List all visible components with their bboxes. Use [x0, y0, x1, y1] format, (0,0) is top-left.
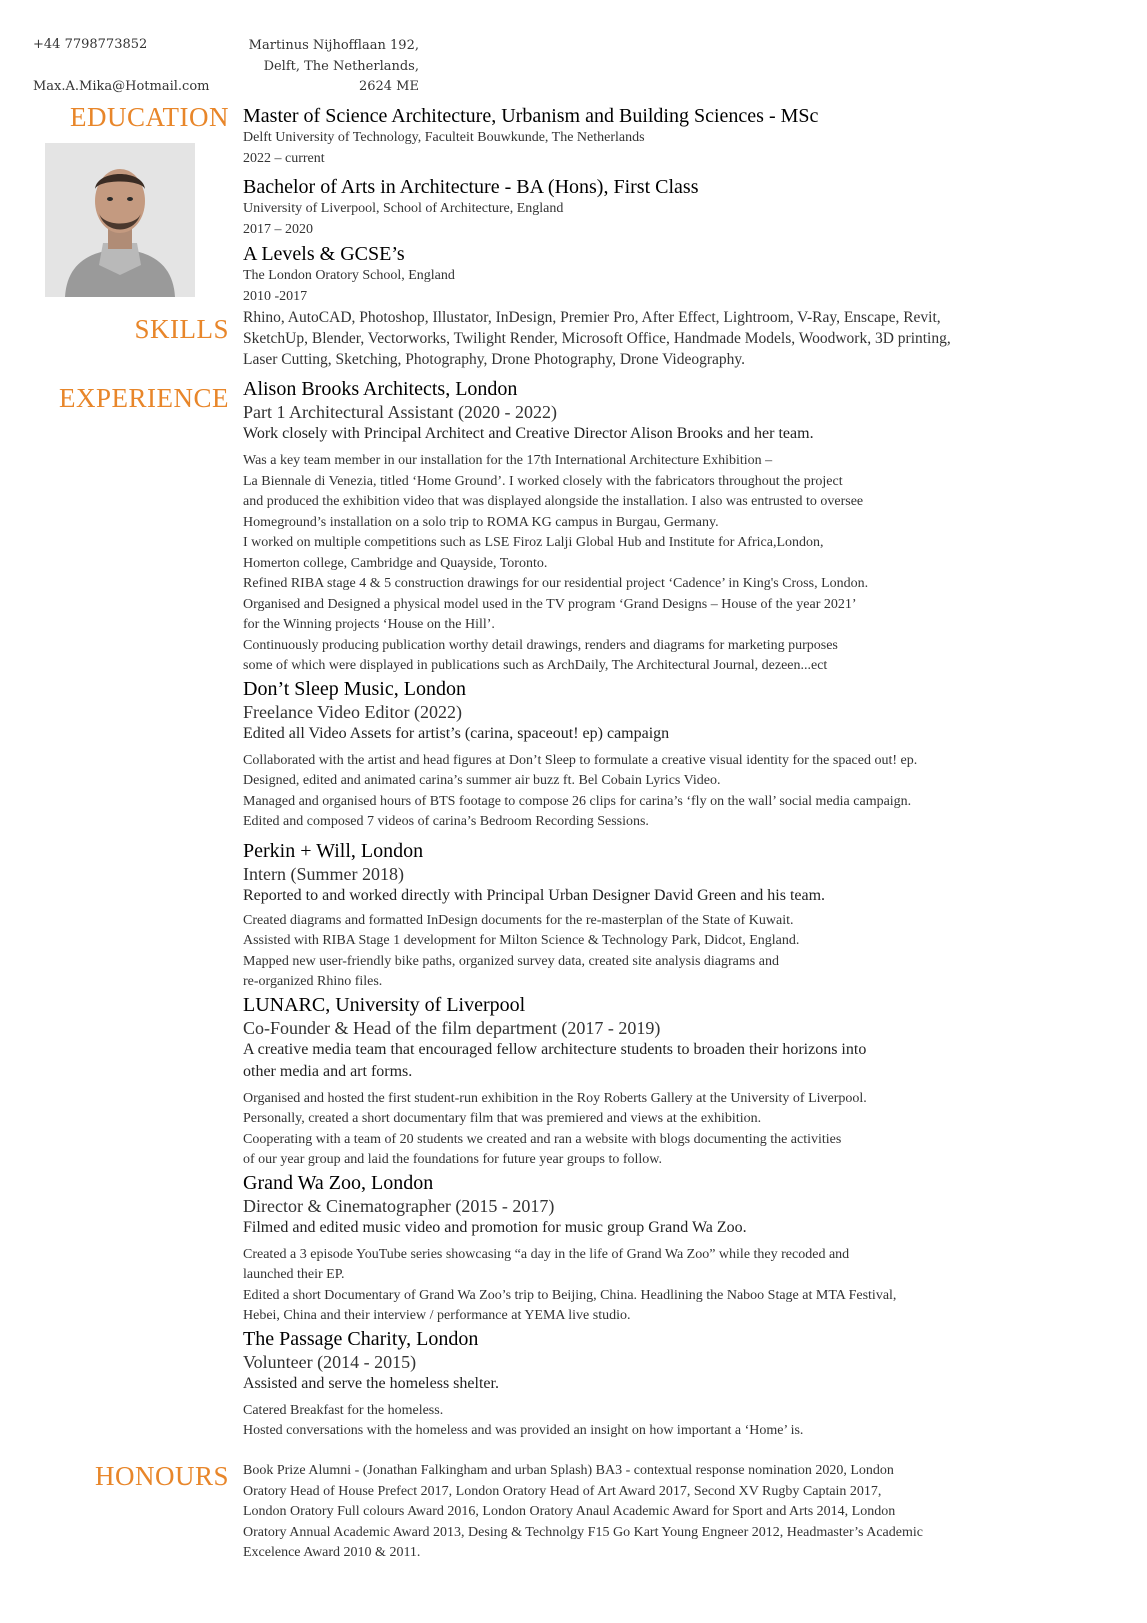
summary: Work closely with Principal Architect and Creative Director Alison Brooks and her team.: [243, 425, 814, 442]
details: [243, 751, 1127, 833]
organisation: Perkin + Will, London: [243, 839, 424, 862]
detail-line: Refined RIBA stage 4 & 5 construction drawings for our residential project ‘Cadence’ in King's Cross, London.: [243, 576, 869, 591]
honours-line: Excelence Award 2010 & 2011.: [243, 1545, 421, 1560]
experience-entry: [243, 993, 1127, 1171]
experience-heading: EXPERIENCE: [59, 383, 229, 413]
details: [243, 1401, 1127, 1442]
role: Intern (Summer 2018): [243, 863, 404, 884]
education-entry: [243, 242, 1127, 307]
detail-line: Was a key team member in our installation for the 17th International Architecture Exhibition –: [243, 453, 773, 468]
institution: Delft University of Technology, Faculteit Bouwkunde, The Netherlands: [243, 130, 645, 145]
detail-line: Hebei, China and their interview / performance at YEMA live studio.: [243, 1308, 631, 1323]
details: [243, 1089, 1127, 1171]
portrait-illustration: [45, 143, 195, 297]
role: Volunteer (2014 - 2015): [243, 1351, 417, 1372]
detail-line: I worked on multiple competitions such as LSE Firoz Lalji Global Hub and Institute for Africa,London,: [243, 535, 824, 550]
detail-line: Created a 3 episode YouTube series showcasing “a day in the life of Grand Wa Zoo” while they recoded and: [243, 1246, 850, 1262]
summary: Filmed and edited music video and promotion for music group Grand Wa Zoo.: [243, 1218, 747, 1236]
address-line: Martinus Nijhofflaan 192,: [248, 38, 419, 53]
institution: University of Liverpool, School of Architecture, England: [243, 201, 564, 216]
skills-line: SketchUp, Blender, Vectorworks, Twilight Render, Microsoft Office, Handmade Models, Woodwork, 3D printing,: [243, 330, 951, 347]
experience-entry: [243, 839, 1127, 993]
skills-line: Rhino, AutoCAD, Photoshop, Illustator, InDesign, Premier Pro, After Effect, Lightroom, V-Ray, Enscape, Revit,: [243, 309, 941, 326]
honours-line: Oratory Head of House Prefect 2017, London Oratory Head of Art Award 2017, Second XV Rugby Captain 2017,: [243, 1483, 882, 1499]
institution: The London Oratory School, England: [243, 268, 455, 283]
detail-line: Mapped new user-friendly bike paths, organized survey data, created site analysis diagrams and: [243, 953, 779, 969]
summary: A creative media team that encouraged fellow architecture students to broaden their horizons into: [243, 1040, 867, 1058]
detail-line: Created diagrams and formatted InDesign documents for the re-masterplan of the State of Kuwait.: [243, 912, 794, 928]
detail-line: Managed and organised hours of BTS footage to compose 26 clips for carina’s ‘fly on the wall’ social media campaign.: [243, 793, 912, 809]
education-entry: [243, 175, 1127, 240]
detail-line: La Biennale di Venezia, titled ‘Home Ground’. I worked closely with the fabricators throughout the project: [243, 473, 843, 489]
detail-line: launched their EP.: [243, 1267, 345, 1282]
details: [243, 451, 1127, 677]
dates: 2010 -2017: [243, 288, 308, 304]
summary: Edited all Video Assets for artist’s (carina, spaceout! ep) campaign: [243, 724, 670, 742]
role: Part 1 Architectural Assistant (2020 - 2022): [243, 402, 557, 422]
details: [243, 1245, 1127, 1327]
honours-line: London Oratory Full colours Award 2016, London Oratory Anaul Academic Award for Sport and Arts 2014, London: [243, 1504, 896, 1519]
honours-list: [243, 1461, 1127, 1564]
experience-entry: [243, 1327, 1127, 1442]
detail-line: Designed, edited and animated carina’s summer air buzz ft. Bel Cobain Lyrics Video.: [243, 773, 721, 788]
summary: Reported to and worked directly with Principal Urban Designer David Green and his team.: [243, 886, 826, 904]
detail-line: Catered Breakfast for the homeless.: [243, 1402, 444, 1418]
organisation: Alison Brooks Architects, London: [243, 378, 518, 400]
postal-address: [249, 36, 419, 98]
detail-line: Cooperating with a team of 20 students we created and ran a website with blogs documenting the activities: [243, 1131, 842, 1147]
profile-photo: [45, 143, 195, 297]
education-section: [243, 104, 1127, 307]
education-heading: EDUCATION: [70, 102, 229, 132]
address-line: Delft, The Netherlands,: [263, 58, 419, 74]
honours-heading: HONOURS: [94, 1461, 229, 1491]
experience-section: [243, 377, 1127, 1442]
skills-list: [243, 307, 1127, 370]
dates: 2022 – current: [243, 150, 325, 166]
role: Freelance Video Editor (2022): [243, 701, 463, 722]
detail-line: of our year group and laid the foundations for future year groups to follow.: [243, 1152, 662, 1167]
detail-line: Assisted with RIBA Stage 1 development for Milton Science & Technology Park, Didcot, England.: [243, 933, 800, 948]
experience-entry: [243, 377, 1127, 677]
experience-entry: [243, 677, 1127, 833]
experience-entry: [243, 1171, 1127, 1327]
detail-line: Edited a short Documentary of Grand Wa Zoo’s trip to Beijing, China. Headlining the Naboo Stage at MTA Festival,: [243, 1287, 897, 1303]
detail-line: for the Winning projects ‘House on the Hill’.: [243, 617, 495, 632]
detail-line: re-organized Rhino files.: [243, 974, 383, 989]
organisation: LUNARC, University of Liverpool: [243, 993, 526, 1016]
detail-line: Organised and hosted the first student-run exhibition in the Roy Roberts Gallery at the University of Liverpool.: [243, 1090, 867, 1106]
details: [243, 911, 1127, 993]
dates: 2017 – 2020: [243, 221, 313, 237]
detail-line: and produced the exhibition video that was displayed alongside the installation. I also was entrusted to oversee: [243, 494, 864, 509]
organisation: Grand Wa Zoo, London: [243, 1171, 434, 1194]
detail-line: Hosted conversations with the homeless and was provided an insight on how important a ‘Home’ is.: [243, 1423, 804, 1438]
address-line: 2624 ME: [358, 79, 419, 94]
role: Director & Cinematographer (2015 - 2017): [243, 1195, 555, 1216]
degree-title: A Levels & GCSE’s: [243, 243, 405, 265]
detail-line: Organised and Designed a physical model used in the TV program ‘Grand Designs – House of the year 2021’: [243, 596, 857, 612]
honours-line: Oratory Annual Academic Award 2013, Desing & Technolgy F15 Go Kart Young Engneer 2012, Headmaster’s Academic: [243, 1524, 923, 1540]
summary: other media and art forms.: [243, 1062, 413, 1080]
organisation: Don’t Sleep Music, London: [243, 677, 466, 700]
summary: Assisted and serve the homeless shelter.: [243, 1374, 499, 1392]
detail-line: Continuously producing publication worthy detail drawings, renders and diagrams for marketing purposes: [243, 637, 838, 653]
degree-title: Bachelor of Arts in Architecture - BA (Hons), First Class: [243, 176, 699, 198]
organisation: The Passage Charity, London: [243, 1327, 479, 1350]
detail-line: Homerton college, Cambridge and Quayside, Toronto.: [243, 555, 548, 571]
role: Co-Founder & Head of the film department (2017 - 2019): [243, 1017, 661, 1038]
skills-line: Laser Cutting, Sketching, Photography, Drone Photography, Drone Videography.: [243, 351, 746, 368]
honours-line: Book Prize Alumni - (Jonathan Falkingham and urban Splash) BA3 - contextual response nomination 2020, London: [243, 1463, 894, 1478]
detail-line: Personally, created a short documentary film that was premiered and views at the exhibition.: [243, 1111, 762, 1126]
detail-line: Edited and composed 7 videos of carina’s Bedroom Recording Sessions.: [243, 814, 649, 829]
detail-line: Homeground’s installation on a solo trip to ROMA KG campus in Burgau, Germany.: [243, 514, 719, 530]
skills-heading: SKILLS: [134, 314, 229, 344]
degree-title: Master of Science Architecture, Urbanism and Building Sciences - MSc: [243, 105, 819, 127]
education-entry: [243, 104, 1127, 169]
detail-line: Collaborated with the artist and head figures at Don’t Sleep to formulate a creative visual identity for the spaced out! ep.: [243, 752, 918, 768]
phone-number: +44 7798773852: [33, 37, 148, 52]
detail-line: some of which were displayed in publications such as ArchDaily, The Architectural Journal, dezeen...ect: [243, 658, 828, 673]
email-address: Max.A.Mika@Hotmail.com: [33, 79, 210, 94]
